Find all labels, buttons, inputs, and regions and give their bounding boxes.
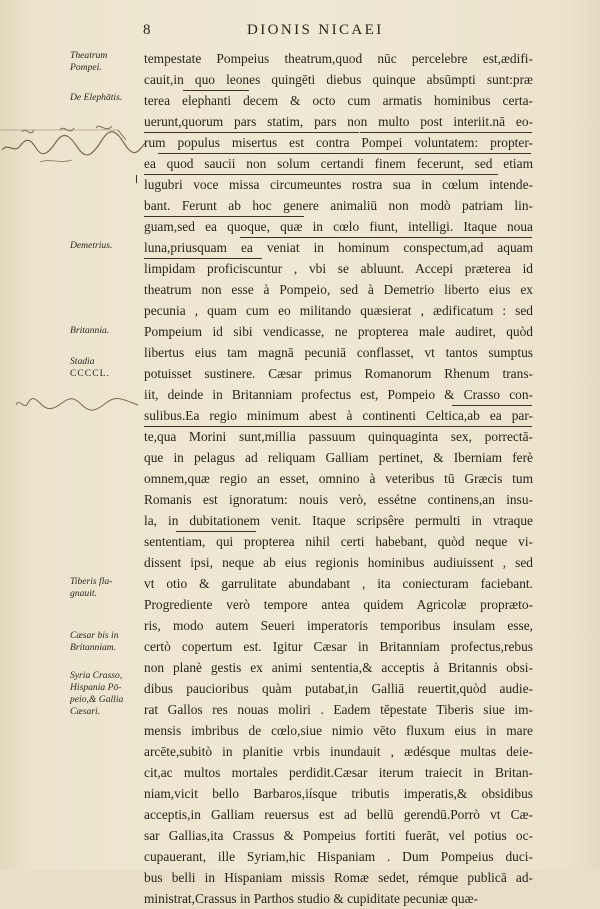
text-line: bant. Ferunt ab hoc genere animaliū non modò patriam lin- [144,198,533,213]
text-line: mensis imbribus de cœlo,siue nimio vēto fluxum eius in mare [144,723,533,738]
underline-mark [144,258,262,259]
text-line: bus belli in Hispaniam missis Romæ sedet, rémque publicā ad- [144,870,533,885]
text-line: theatrum non esse à Pompeio, sed à Demetrio liberto eius ex [144,282,533,297]
marginal-note-tiberis: Tiberis fla- gnauit. [70,576,113,599]
running-head: DIONIS NICAEI [247,22,384,38]
text-line: dissent ipsi, neque ab eius regionis hominibus audiuissent , sed [144,555,533,570]
text-line: uerunt,quorum pars statim, pars non multo post interiit.nā eo- [144,114,533,129]
text-line: tempestate Pompeius theatrum,quod nūc percelebre est,ædifi- [144,51,533,66]
text-line: certò copertum est. Igitur Cæsar in Britanniam profectus,rebus [144,639,533,654]
text-line: Romanis est ignoratum: nouis verò, essétne continens,an insu- [144,492,533,507]
marginal-note-britannia: Britannia. [70,325,110,336]
underline-mark [176,531,256,532]
text-line: pecunia , quam cum eo militando quæsierat , ædificatum : sed [144,303,533,318]
underline-mark [144,216,304,217]
text-line: rum populus misertus est contra Pompei voluntatem: propter- [144,135,533,150]
text-line: non planè gestis ex animi sententia,& acceptis à Britannis obsi- [144,660,533,675]
text-line: rat Gallos res nouas moliri . Eadem tēpestate Tiberis siue im- [144,702,533,717]
underline-mark [183,90,249,91]
marginal-note-caesar: Cæsar bis in Britanniam. [70,630,119,653]
text-line: guam,sed ea quoque, quæ in cœlo fiunt, intelligi. Itaque noua [144,219,533,234]
underline-mark [144,174,498,175]
text-line: cit,ac multos mortales perdidit.Cæsar iterum traiecit in Britan- [144,765,533,780]
text-line: dibus paucioribus quàm putabat,in Galliā reuertit,quòd audie- [144,681,533,696]
marginal-note-elephants: De Elephātis. [70,92,123,103]
marginal-note-stadia: Stadia CCCCL. [70,356,110,379]
text-line: te,qua Morini sunt,millia passuum quinquaginta sex, porrectā- [144,429,533,444]
text-line: libertus eius tam magnā pecuniā conflasset, vt tantos sumptus [144,345,533,360]
text-line: sar Gallias,ita Crassus & Pompeius fortiti fuerāt, vel potius oc- [144,828,533,843]
text-line: limpidam proficiscuntur , vbi se abluunt. Accepi præterea id [144,261,533,276]
text-line: terea elephanti decem & octo cum armatis hominibus certa- [144,93,533,108]
text-line: cupauerant, ille Syriam,hic Hispaniam . Dum Pompeius duci- [144,849,533,864]
text-line: vt otio & garrulitate abundabant , ita coniecturam faciebant. [144,576,533,591]
page-number: 8 [143,22,151,38]
text-line: ministrat,Crassus in Parthos studio & cupiditate pecuniæ quæ- [144,891,478,906]
underline-mark [144,132,359,133]
text-line: lugubri voce missa circumeuntes rostra sua in cœlum intende- [144,177,533,192]
text-line: sulibus.Ea regio minimum abest à continenti Celtica,ab ea par- [144,408,533,423]
text-line: acceptis,in Galliam reuersus est ad bellū gerendū.Porrò vt Cæ- [144,807,533,822]
underline-mark [144,426,532,427]
text-line: omnem,quæ regio an esset, omnino à veteribus tū Græcis tum [144,471,533,486]
text-line: que in pelagus ad reliquam Galliam pertinet, & Iberniam ferè [144,450,533,465]
text-line: luna,priusquam ea veniat in hominum conspectum,ad aquam [144,240,533,255]
underline-mark [158,153,531,154]
handwritten-trail [14,393,140,413]
text-line: Progrediente verò tempore antea quidem Agricolæ propræto- [144,597,533,612]
underline-mark [360,132,532,133]
main-text-block [144,48,533,909]
underline-mark [452,405,532,406]
text-line: ea quod saucii non solum certandi finem fecerunt, sed etiam [144,156,533,171]
marginal-note-theatrum: Theatrum Pompei. [70,50,108,73]
underline-mark [240,237,532,238]
text-line: Pompeium id sibi vendicasse, ne propterea male audiret, quòd [144,324,533,339]
text-line: arcēte,subitò in planitie vrbis inundauit , ædésque multas deie- [144,744,533,759]
handwritten-annotation [0,118,150,168]
marginal-note-demetrius: Demetrius. [70,240,113,251]
marginal-note-provinces: Syria Crasso, Hispania Pō- peio,& Gallia Cæsari. [70,670,124,717]
text-line: potuisset sustinere. Cæsar primus Romanorum Rhenum trans- [144,366,533,381]
text-line: niam,vicit bello Barbaros,iísque tributis imperatis,& obsidibus [144,786,533,801]
text-line: la, in dubitationem venit. Itaque scripsêre permulti in vtraque [144,513,533,528]
text-line: iit, deinde in Britanniam profectus est, Pompeio & Crasso con- [144,387,533,402]
text-line: sententiam, qui propterea nihil certi habebant, quòd neque vi- [144,534,533,549]
text-line: ris, modo autem Seueri imperatoris temporibus insulam esse, [144,618,533,633]
text-line: cauit,in quo leones quingēti diebus quinque absūmpti sunt:præ [144,72,533,87]
margin-bracket [136,175,137,183]
